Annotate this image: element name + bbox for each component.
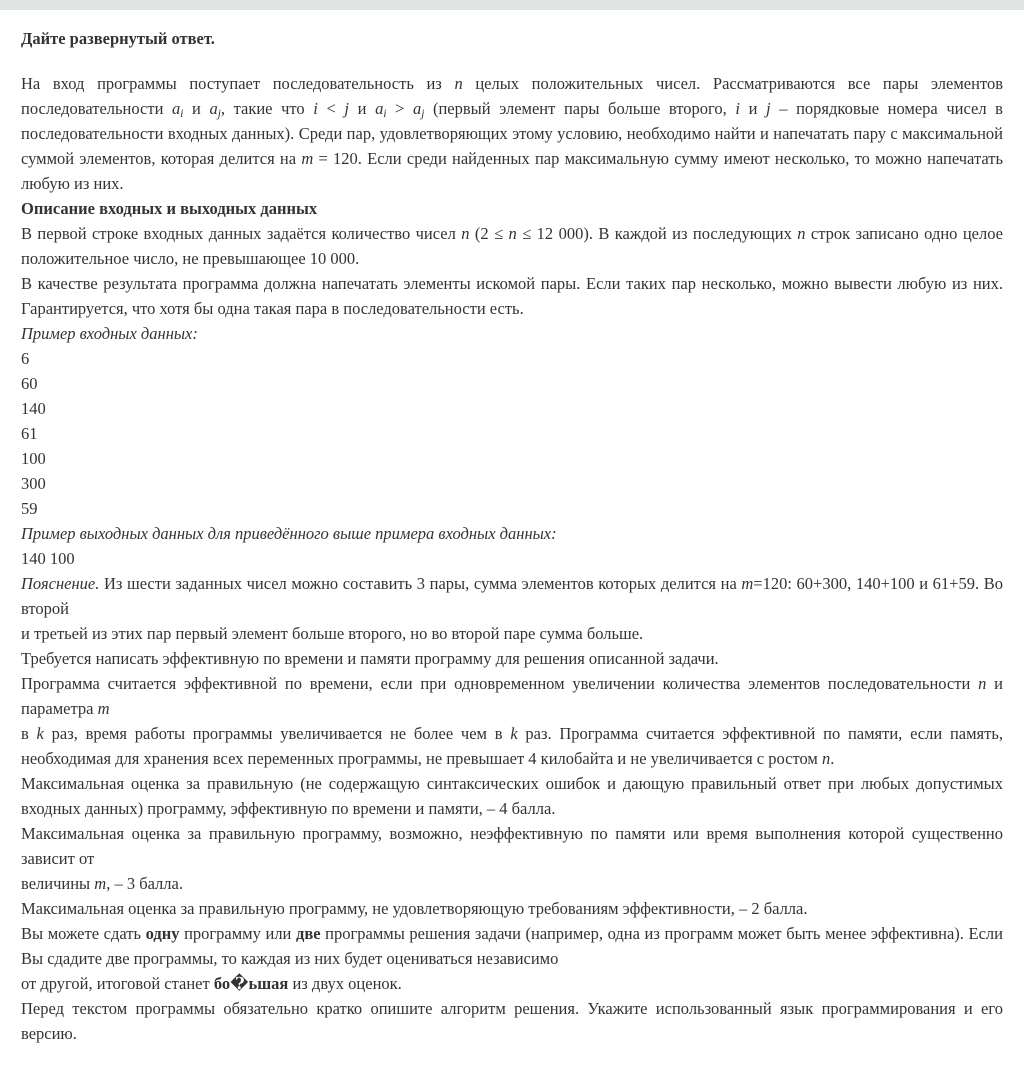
time-efficiency-part2 — [21, 721, 1003, 771]
text-run: . — [830, 749, 835, 768]
text-run: программы решения задачи (например, одна из программ может быть менее эффективна). Если Вы сдадите две программы, то каждая из них будет оцениваться независимо — [21, 924, 1003, 968]
text-run: a — [375, 99, 384, 118]
text-run: от другой, итоговой станет — [21, 974, 214, 993]
text-run: n — [978, 674, 987, 693]
text-run: Перед текстом программы обязательно кратко опишите алгоритм решения. Укажите использованный язык программирования и его версию. — [21, 999, 1003, 1043]
text-run: В первой строке входных данных задаётся количество чисел — [21, 224, 462, 243]
input-example-line — [21, 371, 1003, 396]
text-run: a — [172, 99, 181, 118]
text-run: На вход программы поступает последовательность из — [21, 74, 455, 93]
text-run: 59 — [21, 499, 38, 518]
text-run: В качестве результата программа должна напечатать элементы искомой пары. Если таких пар несколько, можно вывести любую из них. Гарантируется, что хотя бы одна такая пара в последовательности есть. — [21, 274, 1003, 318]
text-run: m — [94, 874, 107, 893]
text-run: n — [797, 224, 806, 243]
text-run: и третьей из этих пар первый элемент больше второго, но во второй паре сумма больше. — [21, 624, 644, 643]
text-run: Программа считается эффективной по времени, если при одновременном увеличении количества элементов последовательности — [21, 674, 979, 693]
text-run: 6 — [21, 349, 30, 368]
text-run: две — [295, 924, 321, 943]
text-run: 100 — [21, 449, 46, 468]
input-example-line — [21, 346, 1003, 371]
text-run: n — [508, 224, 517, 243]
input-example-line — [21, 421, 1003, 446]
text-run: Дайте развернутый ответ. — [21, 29, 215, 48]
text-run: m — [301, 149, 314, 168]
score-3-points-part2 — [21, 871, 1003, 896]
text-run: , такие что — [220, 99, 314, 118]
text-run: 60 — [21, 374, 38, 393]
score-3-points-part1 — [21, 821, 1003, 871]
output-format — [21, 271, 1003, 321]
input-example-line — [21, 446, 1003, 471]
text-run: Максимальная оценка за правильную программу, не удовлетворяющую требованиям эффективности, – 2 балла. — [21, 899, 808, 918]
text-run: < — [317, 99, 345, 118]
score-4-points — [21, 771, 1003, 821]
text-run: i — [180, 108, 184, 121]
input-example-label — [21, 321, 1003, 346]
text-run: Вы можете сдать — [21, 924, 146, 943]
text-run: раз. Программа считается эффективной по памяти, если память, необходимая для хранения всех переменных программы, не превышает 4 килобайта и не увеличивается с ростом — [21, 724, 1003, 768]
text-run: Требуется написать эффективную по времени и памяти программу для решения описанной задачи. — [21, 649, 719, 668]
top-bar — [0, 0, 1024, 10]
text-run: в — [21, 724, 37, 743]
text-run: i — [313, 99, 318, 118]
text-run: Максимальная оценка за правильную (не содержащую синтаксических ошибок и дающую правильный ответ при любых допустимых входных данных) программу, эффективную по времени и памяти, – 4 балла. — [21, 774, 1003, 818]
text-run: i — [735, 99, 740, 118]
input-example-line — [21, 396, 1003, 421]
explanation — [21, 571, 1003, 621]
text-run: и — [739, 99, 767, 118]
text-run: , – 3 балла. — [106, 874, 183, 893]
text-run: j — [344, 99, 349, 118]
text-run: Пример входных данных: — [21, 324, 198, 343]
input-example-line — [21, 496, 1003, 521]
text-run: 140 — [21, 399, 46, 418]
output-example-label — [21, 521, 1003, 546]
task-requirement — [21, 646, 1003, 671]
problem-statement — [21, 71, 1003, 196]
text-run: =120: 60+300, 140+100 и 61+59. Во второй — [21, 574, 1003, 618]
text-run: Пояснение. — [21, 574, 100, 593]
text-run: m — [741, 574, 754, 593]
text-run: > — [386, 99, 413, 118]
io-description-heading — [21, 196, 1003, 221]
text-run: строк записано одно целое положительное число, не превышающее 10 000. — [21, 224, 1003, 268]
text-run: бо�ьшая — [213, 974, 289, 993]
input-format — [21, 221, 1003, 271]
explanation-continued — [21, 621, 1003, 646]
text-run: 140 100 — [21, 549, 75, 568]
text-run: и параметра — [21, 674, 1003, 718]
text-run: величины — [21, 874, 95, 893]
text-run: 300 — [21, 474, 46, 493]
text-run: m — [97, 699, 110, 718]
text-run: из двух оценок. — [288, 974, 402, 993]
text-run: целых положительных чисел. Рассматриваются все пары элементов последовательности — [21, 74, 1003, 118]
algorithm-note — [21, 996, 1003, 1046]
input-example-line — [21, 471, 1003, 496]
score-2-points — [21, 896, 1003, 921]
prompt-title — [21, 26, 1003, 51]
output-example-value — [21, 546, 1003, 571]
text-run: Максимальная оценка за правильную программу, возможно, неэффективную по памяти или время выполнения которой существенно зависит от — [21, 824, 1003, 868]
text-run: n — [454, 74, 463, 93]
text-run: = 120. Если среди найденных пар максимальную сумму имеют несколько, то можно напечатать любую из них. — [21, 149, 1003, 193]
text-run: программу или — [179, 924, 296, 943]
submission-rules-part1 — [21, 921, 1003, 971]
document-body — [0, 10, 1024, 1070]
text-run: n — [821, 749, 831, 768]
text-run: a — [209, 99, 218, 118]
text-run: (первый элемент пары больше второго, — [424, 99, 736, 118]
text-run: Из шести заданных чисел можно составить 3 пары, сумма элементов которых делится на — [99, 574, 742, 593]
text-run: и — [349, 99, 376, 118]
text-run: Описание входных и выходных данных — [21, 199, 318, 218]
text-run: k — [510, 724, 518, 743]
text-run: ≤ 12 000). В каждой из последующих — [516, 224, 798, 243]
text-run: i — [383, 108, 387, 121]
submission-rules-part2 — [21, 971, 1003, 996]
text-run: j — [421, 108, 425, 121]
text-run: (2 ≤ — [469, 224, 509, 243]
text-run: j — [766, 99, 771, 118]
text-run: – порядковые номера чисел в последовательности входных данных). Среди пар, удовлетворяющих этому условию, необходимо найти и напечатать пару с максимальной суммой элементов, которая делится на — [21, 99, 1003, 168]
text-run: и — [183, 99, 210, 118]
text-run: n — [461, 224, 470, 243]
text-run: k — [36, 724, 44, 743]
text-run: раз, время работы программы увеличивается не более чем в — [43, 724, 511, 743]
text-run: одну — [145, 924, 180, 943]
text-run: 61 — [21, 424, 38, 443]
text-run: Пример выходных данных для приведённого выше примера входных данных: — [21, 524, 557, 543]
text-run: j — [217, 108, 221, 121]
text-run: a — [412, 99, 422, 118]
time-efficiency-part1 — [21, 671, 1003, 721]
